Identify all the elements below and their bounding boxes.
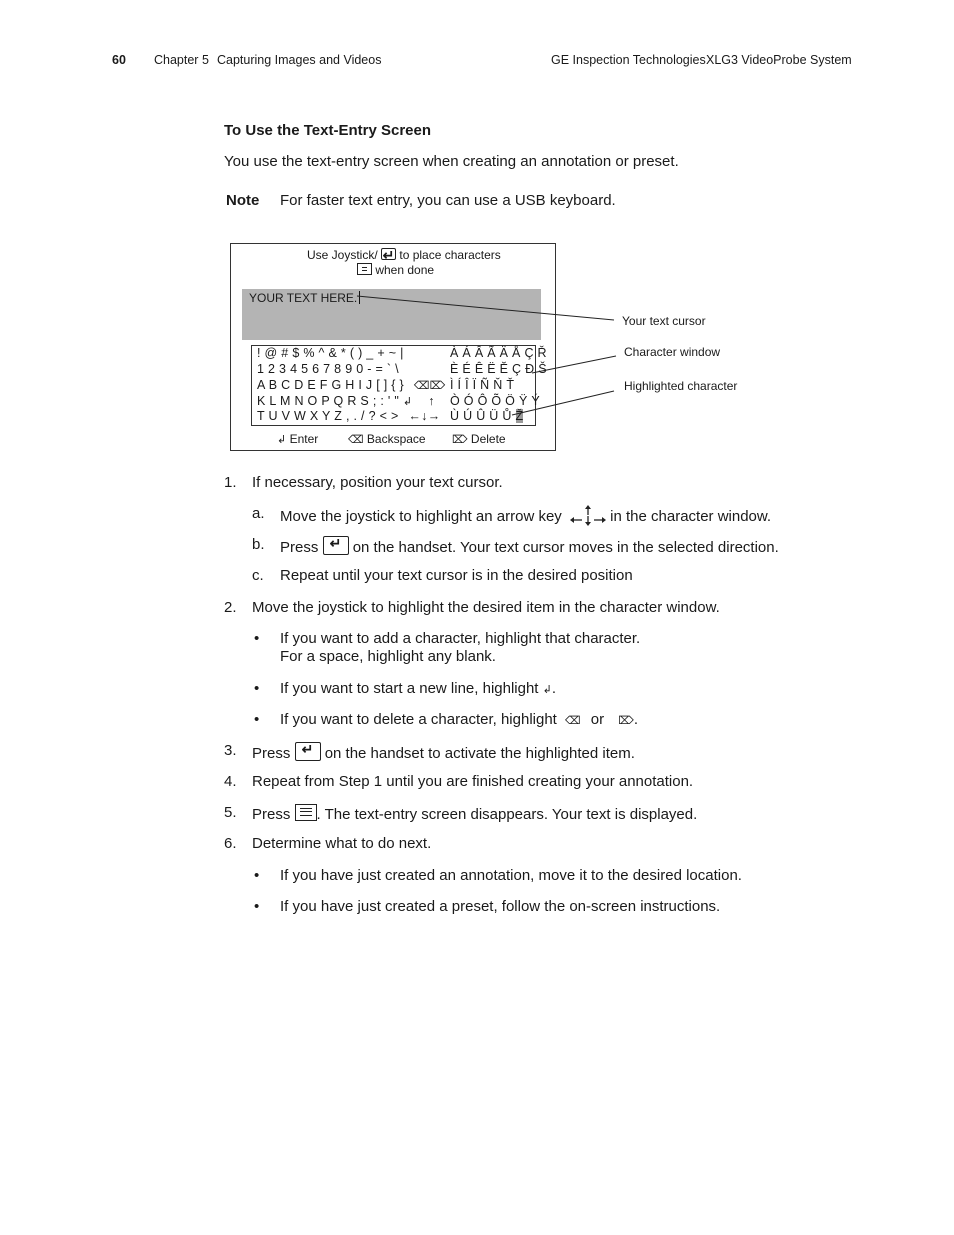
bullet-3-pre: If you want to delete a character, highlight	[280, 711, 557, 728]
callout-highlighted-character: Highlighted character	[624, 379, 738, 393]
step-1b-label: b.	[252, 536, 265, 553]
bullet-3-or: or	[590, 711, 605, 728]
chapter-title: Capturing Images and Videos	[217, 53, 382, 67]
step-2-text: Move the joystick to highlight the desired item in the character window.	[252, 599, 720, 616]
char-row-3-letters[interactable]: A B C D E F G H I J [ ] { }	[257, 378, 405, 392]
step-4-text: Repeat from Step 1 until you are finished creating your annotation.	[252, 773, 694, 790]
instruction-joystick-text: Use Joystick/	[307, 248, 378, 262]
step-1a-label: a.	[252, 505, 265, 522]
char-row-4-right[interactable]: Ò Ó Ô Õ Ö Ÿ Ý	[450, 394, 541, 408]
step-3-number: 3.	[224, 742, 237, 759]
legend-enter-label: Enter	[289, 432, 319, 446]
bullet-1-line-1: If you want to add a character, highlight that character.	[280, 630, 641, 647]
step-1b-pre: Press	[280, 539, 319, 556]
legend-delete-label: Delete	[470, 432, 506, 446]
step-1b-text	[280, 536, 779, 556]
delete-key-icon[interactable]: ⌦	[429, 380, 446, 392]
step-5-pre: Press	[252, 806, 291, 823]
bullet-5-marker: •	[254, 898, 260, 915]
step-1a-pre: Move the joystick to highlight an arrow key	[280, 508, 562, 525]
enter-key-icon	[323, 536, 349, 555]
bullet-1-marker: •	[254, 630, 260, 647]
page-number: 60	[112, 53, 126, 67]
step-1a-text	[280, 505, 771, 527]
legend-backspace-label: Backspace	[366, 432, 426, 446]
char-row-1-right[interactable]: À Á Â Ã Ä Å Ç Ř	[450, 346, 547, 360]
newline-key-icon[interactable]: ↲	[402, 396, 413, 408]
enter-key-icon	[295, 742, 321, 761]
step-6-text: Determine what to do next.	[252, 835, 432, 852]
delete-icon: ⌦	[618, 715, 634, 727]
bullet-3-text: If you want to delete a character, highlight ⌫ or ⌦.	[280, 711, 638, 728]
step-1c-text: Repeat until your text cursor is in the desired position	[280, 567, 633, 584]
step-3-pre: Press	[252, 745, 291, 762]
step-5-post: . The text-entry screen disappears. Your text is displayed.	[316, 806, 698, 823]
arrow-down-icon[interactable]: ↓	[421, 409, 428, 423]
step-1b-post: on the handset. Your text cursor moves in the selected direction.	[352, 539, 779, 556]
char-row-5-accents[interactable]: Ù Ú Û Ü Ů	[450, 409, 512, 423]
arrow-left-icon[interactable]: ←	[408, 409, 422, 423]
arrow-up-icon[interactable]: ↑	[428, 394, 435, 408]
step-3-text	[252, 742, 635, 762]
enter-arrow-icon: ↲	[277, 434, 287, 446]
backspace-key-icon[interactable]: ⌫	[413, 380, 430, 392]
step-6-number: 6.	[224, 835, 237, 852]
char-row-2-left[interactable]: 1 2 3 4 5 6 7 8 9 0 - = ` \	[257, 362, 399, 376]
char-row-2-right[interactable]: È É Ê Ë Ĕ Ç Đ Š	[450, 362, 547, 376]
step-1c-label: c.	[252, 567, 264, 584]
arrow-right-icon[interactable]: →	[427, 409, 441, 423]
arrow-keys-icon	[570, 505, 606, 527]
backspace-icon: ⌫	[565, 715, 581, 727]
char-row-1-left[interactable]: ! @ # $ % ^ & * ( ) _ + ~ |	[257, 346, 404, 360]
char-row-5-letters[interactable]: T U V W X Y Z , . / ? < >	[257, 409, 399, 423]
section-heading: To Use the Text-Entry Screen	[224, 122, 431, 139]
bullet-5-text: If you have just created a preset, follow the on-screen instructions.	[280, 898, 721, 915]
callout-line-window	[532, 356, 616, 373]
instruction-done-text: when done	[375, 263, 435, 277]
callout-text-cursor: Your text cursor	[622, 314, 706, 328]
text-entry-content: YOUR TEXT HERE.	[249, 291, 358, 305]
step-1-number: 1.	[224, 474, 237, 491]
char-row-3-right[interactable]: Ì Í Î Ï Ñ Ň Ť	[450, 378, 515, 392]
step-1a-post: in the character window.	[610, 508, 772, 525]
chapter-number: Chapter 5	[154, 53, 209, 67]
bullet-4-marker: •	[254, 867, 260, 884]
arrow-keys-svg	[570, 505, 606, 527]
step-5-text	[252, 804, 697, 823]
instruction-place-text: to place characters	[399, 248, 501, 262]
bullet-1-line-2: For a space, highlight any blank.	[280, 648, 496, 665]
callout-line-highlight	[512, 391, 614, 415]
step-4-number: 4.	[224, 773, 237, 790]
note-label: Note	[226, 192, 260, 209]
bullet-4-text: If you have just created an annotation, move it to the desired location.	[280, 867, 742, 884]
step-2-number: 2.	[224, 599, 237, 616]
bullet-2-text: If you want to start a new line, highlight ↲.	[280, 680, 557, 697]
product-name: XLG3 VideoProbe System	[706, 53, 852, 67]
newline-icon: ↲	[542, 684, 552, 696]
delete-icon: ⌦	[452, 434, 468, 446]
bullet-2-marker: •	[254, 680, 260, 697]
bullet-2-label: If you want to start a new line, highlight	[280, 680, 539, 697]
step-5-number: 5.	[224, 804, 237, 821]
menu-key-icon	[295, 804, 317, 821]
highlighted-character[interactable]: Ž	[515, 409, 524, 423]
company-name: GE Inspection Technologies	[551, 53, 706, 67]
callout-line-cursor	[357, 296, 614, 320]
intro-paragraph: You use the text-entry screen when creating an annotation or preset.	[224, 153, 679, 170]
note-text: For faster text entry, you can use a USB keyboard.	[280, 192, 616, 209]
step-1-text: If necessary, position your text cursor.	[252, 474, 503, 491]
step-3-post: on the handset to activate the highlighted item.	[324, 745, 635, 762]
char-row-4-letters[interactable]: K L M N O P Q R S ; : ' "	[257, 394, 400, 408]
backspace-icon: ⌫	[348, 434, 364, 446]
bullet-3-marker: •	[254, 711, 260, 728]
callout-character-window: Character window	[624, 345, 721, 359]
